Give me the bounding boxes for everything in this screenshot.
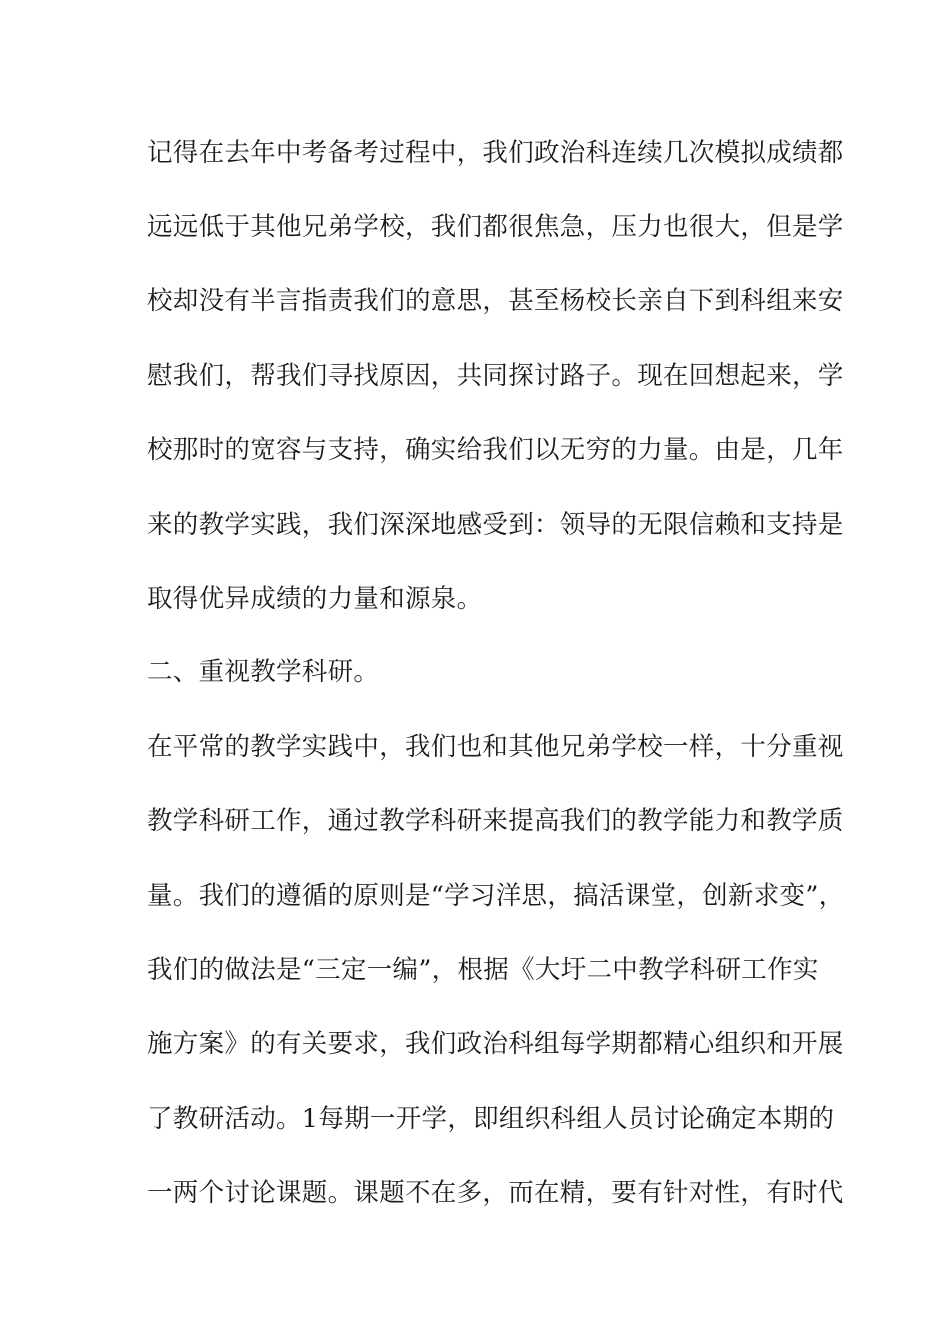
text-line: 量。我们的遵循的原则是“学习洋思，搞活课堂，创新求变”， <box>147 881 845 911</box>
text-line: 施方案》的有关要求，我们政治科组每学期都精心组织和开展 <box>147 1029 844 1059</box>
text-line: 记得在去年中考备考过程中，我们政治科连续几次模拟成绩都 <box>147 138 844 168</box>
text-line: 一两个讨论课题。课题不在多，而在精，要有针对性，有时代 <box>147 1178 844 1208</box>
text-line: 了教研活动。1每期一开学，即组织科组人员讨论确定本期的 <box>147 1104 835 1134</box>
text-line: 来的教学实践，我们深深地感受到：领导的无限信赖和支持是 <box>147 510 844 540</box>
text-line: 教学科研工作，通过教学科研来提高我们的教学能力和教学质 <box>147 806 844 836</box>
text-line: 校却没有半言指责我们的意思，甚至杨校长亲自下到科组来安 <box>147 286 844 316</box>
text-line: 我们的做法是“三定一编”，根据《大圩二中教学科研工作实 <box>147 955 819 985</box>
text-line: 在平常的教学实践中，我们也和其他兄弟学校一样，十分重视 <box>147 732 844 762</box>
text-line: 远远低于其他兄弟学校，我们都很焦急，压力也很大，但是学 <box>147 212 844 242</box>
text-line: 取得优异成绩的力量和源泉。 <box>147 584 483 614</box>
text-line: 校那时的宽容与支持，确实给我们以无穷的力量。由是，几年 <box>147 435 844 465</box>
section-heading: 二、重视教学科研。 <box>147 657 380 687</box>
text-line: 慰我们，帮我们寻找原因，共同探讨路子。现在回想起来，学 <box>147 361 844 391</box>
